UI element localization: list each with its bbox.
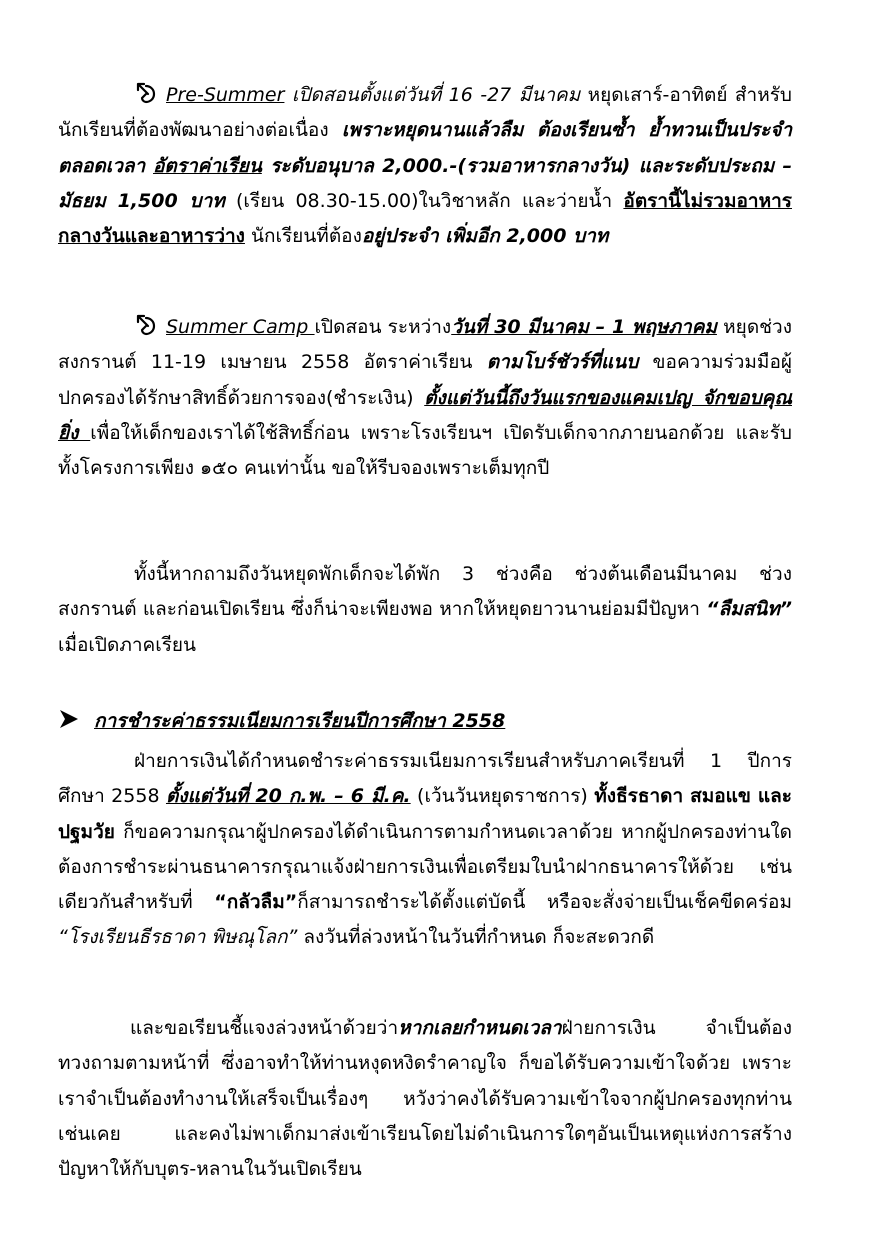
hand-pointing-icon bbox=[134, 80, 160, 106]
pre-summer-paragraph: Pre-Summer เปิดสอนตั้งแต่วันที่ 16 -27 มีนาคม หยุดเสาร์-อาทิตย์ สำหรับนักเรียนที่ต้องพัฒนาอย่างต่อเนื่อง เพราะหยุดนานแล้วลืม ต้องเรียนซ้ำ ย้ำทวนเป็นประจำ ตลอดเวลา อัตราค่าเรียน ระดับอนุบาล 2,000.-(รวมอาหารกลางวัน) และระดับประถม – มัธยม 1,500 บาท (เรียน 08.30-15.00)ในวิชาหลัก และว่ายน้ำ อัตรานี้ไม่รวมอาหารกลางวันและอาหารว่าง นักเรียนที่ต้องอยู่ประจำ เพิ่มอีก 2,000 บาท bbox=[58, 78, 792, 254]
fee-section-heading bbox=[58, 706, 792, 736]
fee-paragraph: ฝ่ายการเงินได้กำหนดชำระค่าธรรมเนียมการเรียนสำหรับภาคเรียนที่ 1 ปีการศึกษา 2558 ตั้งแต่วันที่ 20 ก.พ. – 6 มี.ค. (เว้นวันหยุดราชการ) ทั้งธีรธาดา สมอแข และ ปฐมวัย ก็ขอความกรุณาผู้ปกครองได้ดำเนินการตามกำหนดเวลาด้วย หากผู้ปกครองท่านใดต้องการชำระผ่านธนาคารกรุณาแจ้งฝ่ายการเงินเพื่อเตรียมใบนำฝากธนาคารให้ด้วย เช่นเดียวกันสำหรับที่ “กลัวลืม”ก็สามารถชำระได้ตั้งแต่บัดนี้ หรือจะสั่งจ่ายเป็นเช็คขีดคร่อม “โรงเรียนธีรธาดา พิษณุโลก” ลงวันที่ล่วงหน้าในวันที่กำหนด ก็จะสะดวกดี bbox=[58, 750, 792, 949]
summer-camp-paragraph: Summer Camp เปิดสอน ระหว่างวันที่ 30 มีนาคม – 1 พฤษภาคม หยุดช่วงสงกรานต์ 11-19 เมษายน 2558 อัตราค่าเรียน ตามโบร์ชัวร์ที่แนบ ขอความร่วมมือผู้ปกครองได้รักษาสิทธิ์ด้วยการจอง(ชำระเงิน) ตั้งแต่วันนี้ถึงวันแรกของแคมเปญ จักขอบคุณยิ่ง เพื่อให้เด็กของเราได้ใช้สิทธิ์ก่อน เพราะโรงเรียนฯ เปิดรับเด็กจากภายนอกด้วย และรับทั้งโครงการเพียง ๑๕๐ คนเท่านั้น ขอให้รีบจองเพราะเต็มทุกปี bbox=[58, 310, 792, 486]
fee-heading-text: การชำระค่าธรรมเนียมการเรียนปีการศึกษา 2558 bbox=[94, 710, 506, 732]
pre-summer-title: Pre-Summer bbox=[166, 84, 285, 106]
holiday-paragraph: ทั้งนี้หากถามถึงวันหยุดพักเด็กจะได้พัก 3 ช่วงคือ ช่วงต้นเดือนมีนาคม ช่วงสงกรานต์ และก่อนเปิดเรียน ซึ่งก็น่าจะเพียงพอ หากให้หยุดยาวนานย่อมมีปัญหา “ลืมสนิท” เมื่อเปิดภาคเรียน bbox=[58, 563, 792, 656]
summer-camp-title: Summer Camp bbox=[166, 316, 315, 338]
hand-pointing-icon bbox=[134, 312, 160, 338]
late-payment-paragraph: และขอเรียนชี้แจงล่วงหน้าด้วยว่าหากเลยกำหนดเวลาฝ่ายการเงิน จำเป็นต้องทวงถามตามหน้าที่ ซึ่งอาจทำให้ท่านหงุดหงิดรำคาญใจ ก็ขอได้รับความเข้าใจด้วย เพราะเราจำเป็นต้องทำงานให้เสร็จเป็นเรื่องๆ หวังว่าคงได้รับความเข้าใจจากผู้ปกครองทุกท่านเช่นเคย และคงไม่พาเด็กมาส่งเข้าเรียนโดยไม่ดำเนินการใดๆอันเป็นเหตุแห่งการสร้างปัญหาให้กับบุตร-หลานในวันเปิดเรียน bbox=[58, 1017, 792, 1181]
arrow-right-icon bbox=[58, 708, 80, 730]
